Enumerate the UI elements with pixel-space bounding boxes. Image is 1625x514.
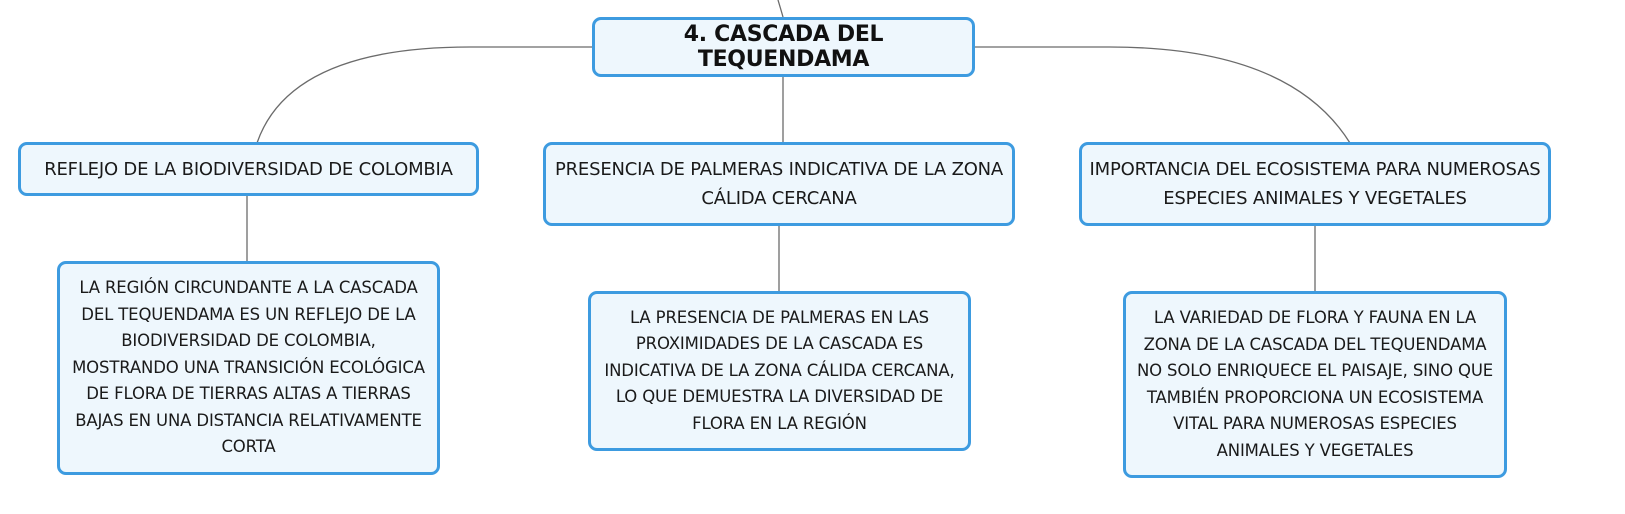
- branch-label: PRESENCIA DE PALMERAS INDICATIVA DE LA ZONA CÁLIDA CERCANA: [554, 159, 1004, 209]
- detail-node-biodiversidad[interactable]: [57, 261, 440, 475]
- detail-node-palmeras[interactable]: [588, 291, 971, 451]
- detail-text: LA VARIEDAD DE FLORA Y FAUNA EN LA ZONA DE LA CASCADA DEL TEQUENDAMA NO SOLO ENRIQUECE EL PAISAJE, SINO QUE TAMBIÉN PROPORCIONA UN ECOSISTEMA VITAL PARA NUMEROSAS ESPECIES ANIMALES Y VEGETALES: [1136, 308, 1494, 460]
- branch-node-ecosistema[interactable]: [1079, 142, 1551, 226]
- branch-label: IMPORTANCIA DEL ECOSISTEMA PARA NUMEROSAS ESPECIES ANIMALES Y VEGETALES: [1089, 159, 1541, 209]
- root-node[interactable]: [592, 17, 975, 77]
- detail-text: LA PRESENCIA DE PALMERAS EN LAS PROXIMIDADES DE LA CASCADA ES INDICATIVA DE LA ZONA CÁLIDA CERCANA, LO QUE DEMUESTRA LA DIVERSIDAD DE FLORA EN LA REGIÓN: [604, 307, 955, 433]
- branch-label: REFLEJO DE LA BIODIVERSIDAD DE COLOMBIA: [44, 158, 453, 180]
- branch-node-biodiversidad[interactable]: [18, 142, 479, 196]
- connector-root-to-branch-1: [257, 47, 592, 143]
- detail-text: LA REGIÓN CIRCUNDANTE A LA CASCADA DEL TEQUENDAMA ES UN REFLEJO DE LA BIODIVERSIDAD DE COLOMBIA, MOSTRANDO UNA TRANSICIÓN ECOLÓGICA DE FLORA DE TIERRAS ALTAS A TIERRAS BAJAS EN UNA DISTANCIA RELATIVAMENTE CORTA: [72, 278, 425, 457]
- root-title: 4. CASCADA DEL TEQUENDAMA: [683, 22, 884, 72]
- detail-node-ecosistema[interactable]: [1123, 291, 1507, 478]
- branch-node-palmeras[interactable]: [543, 142, 1015, 226]
- connector-root-to-branch-3: [975, 47, 1350, 143]
- incoming-connector: [778, 0, 783, 17]
